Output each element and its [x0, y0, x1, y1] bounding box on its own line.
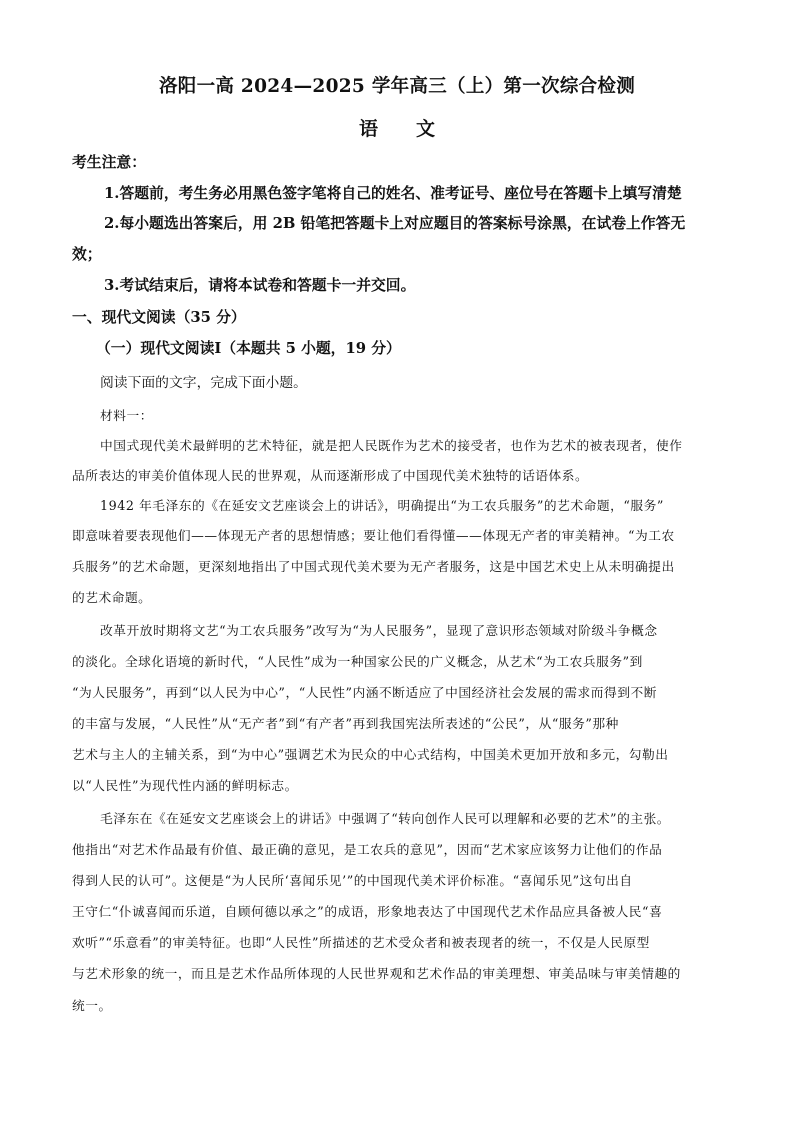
- notice-heading: 考生注意：: [72, 154, 146, 171]
- reading-instruction: 阅读下面的文字，完成下面小题。: [100, 375, 307, 391]
- exam-title: 洛阳一高 2024—2025 学年高三（上）第一次综合检测: [158, 76, 636, 97]
- notice-item-2: 2.每小题选出答案后，用 2B 铅笔把答题卡上对应题目的答案标号涂黑，在试卷上作答无: [104, 215, 686, 232]
- passage-line: 得到人民的认可”。这便是“为人民所‘喜闻乐见’”的中国现代美术评价标准。“喜闻乐见”这句出自: [72, 873, 633, 888]
- passage-line: “为人民服务”，再到“以人民为中心”，“人民性”内涵不断适应了中国经济社会发展的需求而得到不断: [72, 685, 657, 700]
- passage-line: 1942 年毛泽东的《在延安文艺座谈会上的讲话》，明确提出“为工农兵服务”的艺术命题，“服务”: [100, 498, 664, 513]
- notice-item-2-cont: 效；: [72, 246, 102, 263]
- passage-line: 欢听”“乐意看”的审美特征。也即“人民性”所描述的艺术受众者和被表现者的统一，不仅是人民原型: [72, 935, 650, 950]
- subsection-heading: （一）现代文阅读Ⅰ（本题共 5 小题，19 分）: [96, 340, 401, 357]
- passage-line: 兵服务”的艺术命题，更深刻地指出了中国式现代美术要为无产者服务，这是中国艺术史上从未明确提出: [72, 559, 675, 574]
- passage-line: 王守仁“仆诚喜闻而乐道，自顾何德以承之”的成语，形象地表达了中国现代艺术作品应具备被人民“喜: [72, 904, 663, 919]
- passage-line: 与艺术形象的统一，而且是艺术作品所体现的人民世界观和艺术作品的审美理想、审美品味与审美情趣的: [72, 966, 681, 981]
- notice-item-3: 3.考试结束后，请将本试卷和答题卡一并交回。: [104, 277, 416, 294]
- subject-title: 语 文: [358, 118, 435, 140]
- passage-line: 的丰富与发展，“人民性”从“无产者”到“有产者”再到我国宪法所表述的“公民”，从“服务”那种: [72, 716, 619, 731]
- passage-line: 改革开放时期将文艺“为工农兵服务”改写为“为人民服务”，显现了意识形态领域对阶级斗争概念: [100, 623, 658, 638]
- passage-line: 毛泽东在《在延安文艺座谈会上的讲话》中强调了“转向创作人民可以理解和必要的艺术”的主张。: [100, 811, 671, 826]
- passage-line: 中国式现代美术最鲜明的艺术特征，就是把人民既作为艺术的接受者，也作为艺术的被表现者，使作: [100, 438, 683, 453]
- passage-line: 即意味着要表现他们——体现无产者的思想情感；要让他们看得懂——体现无产者的审美精神。“为工农: [72, 528, 675, 543]
- passage-line: 的淡化。全球化语境的新时代，“人民性”成为一种国家公民的广义概念，从艺术“为工农兵服务”到: [72, 654, 643, 669]
- passage-line: 艺术与主人的主辅关系，到“为中心”强调艺术为民众的中心式结构，中国美术更加开放和多元，勾勒出: [72, 747, 669, 762]
- passage-line: 的艺术命题。: [72, 590, 152, 605]
- section-heading: 一、现代文阅读（35 分）: [72, 309, 246, 326]
- material-label: 材料一：: [100, 408, 153, 423]
- passage-line: 品所表达的审美价值体现人民的世界观，从而逐渐形成了中国现代美术独特的话语体系。: [72, 468, 589, 483]
- notice-item-1: 1.答题前，考生务必用黑色签字笔将自己的姓名、准考证号、座位号在答题卡上填写清楚: [104, 185, 682, 202]
- passage-line: 他指出“对艺术作品最有价值、最正确的意见，是工农兵的意见”，因而“艺术家应该努力让他们的作品: [72, 842, 663, 857]
- passage-line: 统一。: [72, 998, 112, 1013]
- passage-line: 以“人民性”为现代性内涵的鲜明标志。: [72, 778, 298, 793]
